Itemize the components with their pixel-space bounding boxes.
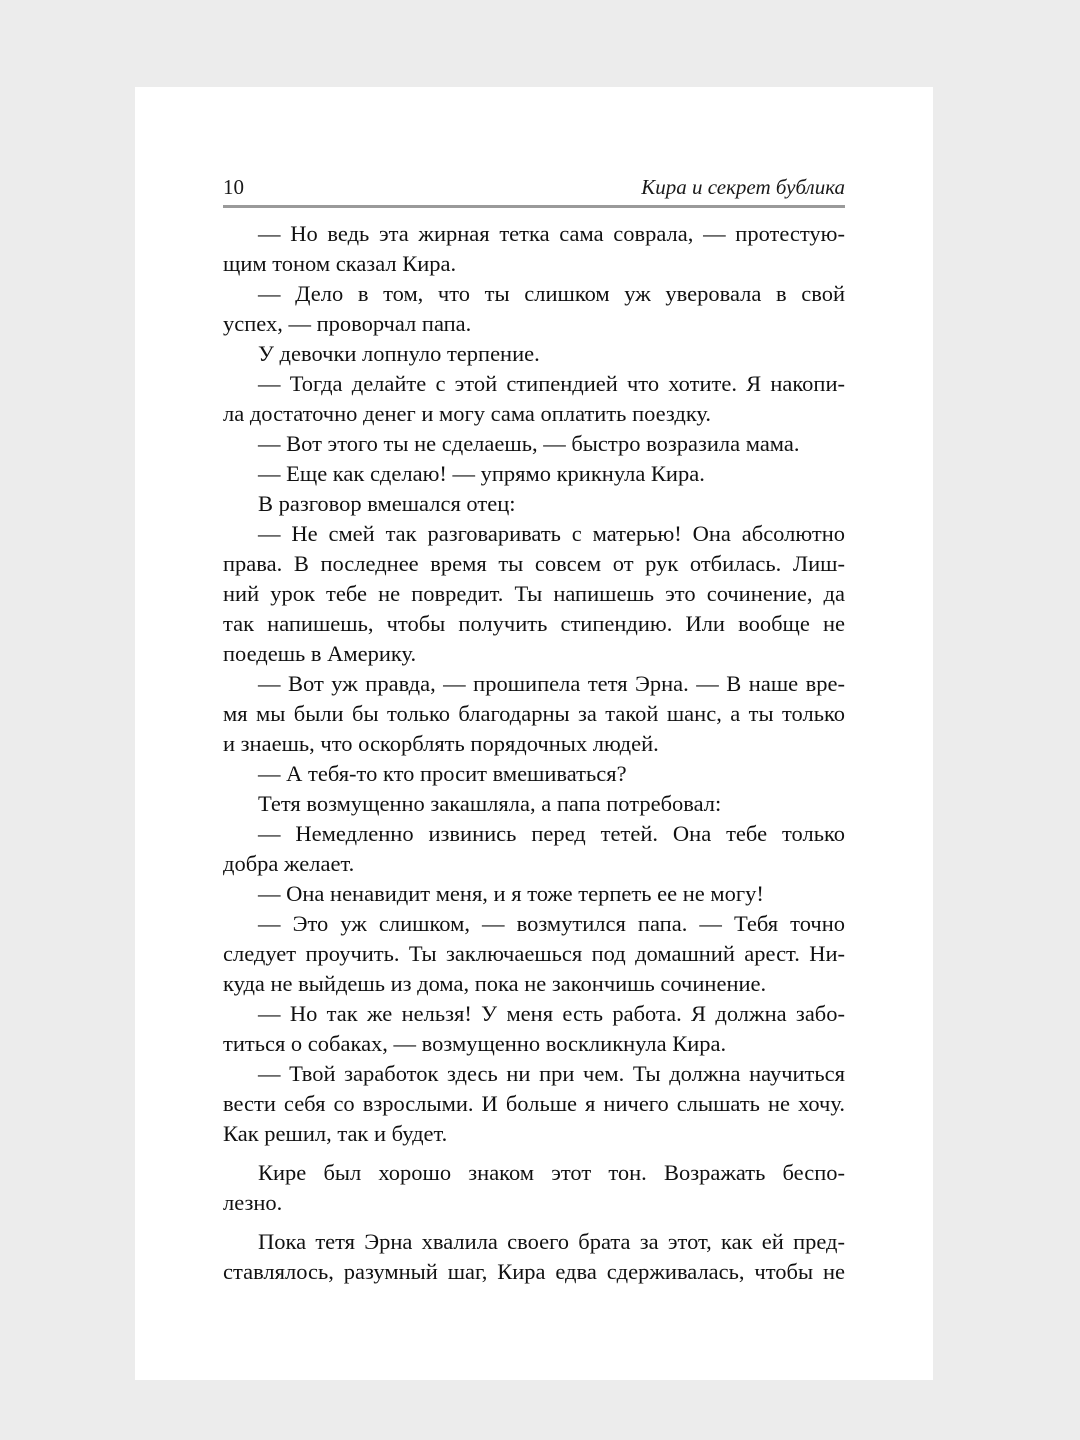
text-line: так напишешь, чтобы получить стипендию. Или вообще не: [223, 611, 845, 636]
text-line: Кире был хорошо знаком этот тон. Возражать беспо-: [258, 1160, 845, 1185]
text-block: [223, 219, 845, 1287]
text-line: — Это уж слишком, — возмутился папа. — Тебя точно: [258, 911, 845, 936]
text-line: — Тогда делайте с этой стипендией что хотите. Я накопи-: [258, 371, 845, 396]
running-head: [223, 173, 845, 208]
text-line: — Но ведь эта жирная тетка сама соврала, — протестую-: [258, 221, 845, 246]
text-line: Пока тетя Эрна хвалила своего брата за этот, как ей пред-: [258, 1229, 845, 1254]
text-line: и знаешь, что оскорблять порядочных людей.: [223, 731, 659, 756]
paragraph-break: [223, 1149, 845, 1158]
text-line: — Вот этого ты не сделаешь, — быстро возразила мама.: [258, 431, 800, 456]
text-line: ний урок тебе не повредит. Ты напишешь это сочинение, да: [223, 581, 845, 606]
book-page: [135, 87, 933, 1380]
text-line: У девочки лопнуло терпение.: [258, 341, 540, 366]
text-line: поедешь в Америку.: [223, 641, 417, 666]
text-line: — Дело в том, что ты слишком уж уверовала в свой: [258, 281, 845, 306]
text-line: добра желает.: [223, 851, 355, 876]
text-line: — Твой заработок здесь ни при чем. Ты должна научиться: [258, 1061, 845, 1086]
text-line: — Немедленно извинись перед тетей. Она тебе только: [258, 821, 845, 846]
text-line: ставлялось, разумный шаг, Кира едва сдерживалась, чтобы не: [223, 1259, 845, 1284]
text-line: вести себя со взрослыми. И больше я ничего слышать не хочу.: [223, 1091, 845, 1116]
text-line: — Еще как сделаю! — упрямо крикнула Кира.: [258, 461, 705, 486]
page-number: 10: [223, 175, 244, 199]
text-line: — А тебя-то кто просит вмешиваться?: [258, 761, 627, 786]
text-line: куда не выйдешь из дома, пока не закончишь сочинение.: [223, 971, 767, 996]
text-line: — Она ненавидит меня, и я тоже терпеть ее не могу!: [258, 881, 764, 906]
text-line: мя мы были бы только благодарны за такой шанс, а ты только: [223, 701, 845, 726]
text-line: Тетя возмущенно закашляла, а папа потребовал:: [258, 791, 722, 816]
text-line: Как решил, так и будет.: [223, 1121, 448, 1146]
paragraph-break: [223, 1218, 845, 1227]
text-line: титься о собаках, — возмущенно воскликнула Кира.: [223, 1031, 727, 1056]
text-line: щим тоном сказал Кира.: [223, 251, 457, 276]
text-line: права. В последнее время ты совсем от рук отбилась. Лиш-: [223, 551, 845, 576]
text-line: — Вот уж правда, — прошипела тетя Эрна. — В наше вре-: [258, 671, 845, 696]
book-title: Кира и секрет бублика: [641, 175, 845, 199]
text-line: — Не смей так разговаривать с матерью! Она абсолютно: [258, 521, 845, 546]
text-line: — Но так же нельзя! У меня есть работа. Я должна забо-: [258, 1001, 845, 1026]
text-line: лезно.: [223, 1190, 283, 1215]
text-line: успех, — проворчал папа.: [223, 311, 472, 336]
text-line: ла достаточно денег и могу сама оплатить поездку.: [223, 401, 712, 426]
text-line: следует проучить. Ты заключаешься под домашний арест. Ни-: [223, 941, 845, 966]
text-line: В разговор вмешался отец:: [258, 491, 516, 516]
